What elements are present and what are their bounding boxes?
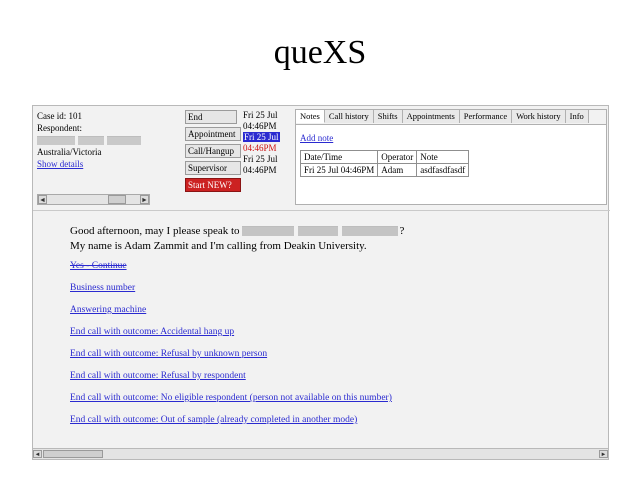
redaction-block — [298, 226, 338, 236]
tab-bar — [296, 110, 606, 125]
end-button[interactable]: End — [185, 110, 237, 124]
link-end-accidental-hangup[interactable]: End call with outcome: Accidental hang up — [70, 327, 235, 337]
table-row — [301, 164, 469, 177]
respondent-label: Respondent: — [37, 123, 82, 133]
cell-operator: Adam — [378, 164, 417, 177]
timestamp-column — [243, 110, 291, 176]
respondent-value-redacted — [37, 134, 150, 146]
timestamp-date: Fri 25 Jul — [243, 110, 278, 120]
timestamp-highlight-date: Fri 25 Jul — [244, 132, 279, 142]
scroll-left-arrow-icon[interactable]: ◄ — [34, 452, 41, 458]
tab-info[interactable]: Info — [566, 110, 589, 123]
script-line-1-post: ? — [399, 225, 405, 237]
link-end-refusal-respondent[interactable]: End call with outcome: Refusal by respondent — [70, 371, 246, 381]
page-title: queXS — [273, 34, 367, 71]
panel-horizontal-scrollbar[interactable] — [33, 448, 608, 459]
panel-top-row — [33, 106, 610, 211]
redaction-block — [78, 136, 104, 145]
add-note-link[interactable]: Add note — [300, 133, 334, 143]
supervisor-button[interactable]: Supervisor — [185, 161, 241, 175]
redaction-block — [342, 226, 398, 236]
link-answering-machine[interactable]: Answering machine — [70, 305, 147, 315]
scroll-right-arrow-icon[interactable]: ► — [600, 452, 607, 458]
scroll-thumb[interactable] — [43, 450, 103, 458]
link-business-number[interactable]: Business number — [70, 283, 136, 293]
timestamp-last-time: 04:46PM — [243, 165, 277, 175]
script-text — [70, 224, 590, 254]
script-line-2: My name is Adam Zammit and I'm calling from Deakin University. — [70, 240, 367, 252]
redaction-block — [37, 136, 75, 145]
appointment-button[interactable]: Appointment — [185, 127, 241, 141]
tab-content-notes — [296, 125, 606, 180]
link-end-refusal-unknown[interactable]: End call with outcome: Refusal by unknown person — [70, 349, 268, 359]
scroll-thumb[interactable] — [108, 195, 126, 204]
link-end-no-eligible-respondent[interactable]: End call with outcome: No eligible respondent (person not available on this number) — [70, 393, 392, 403]
interview-panel — [32, 105, 609, 460]
case-info-box — [37, 110, 150, 192]
timestamp-highlight-time: 04:46PM — [243, 143, 277, 153]
column-header-note: Note — [417, 151, 469, 164]
table-header-row — [301, 151, 469, 164]
tab-shifts[interactable]: Shifts — [374, 110, 403, 123]
case-id-label: Case id: 101 — [37, 111, 82, 121]
scroll-left-arrow-icon[interactable]: ◄ — [39, 196, 46, 204]
tab-work-history[interactable]: Work history — [512, 110, 565, 123]
script-line-1 — [70, 224, 590, 239]
tab-performance[interactable]: Performance — [460, 110, 512, 123]
tab-notes[interactable]: Notes — [296, 110, 325, 123]
call-hangup-button[interactable]: Call/Hangup — [185, 144, 241, 158]
timestamp-last-date: Fri 25 Jul — [243, 154, 278, 164]
timestamp-time: 04:46PM — [243, 121, 277, 131]
column-header-operator: Operator — [378, 151, 417, 164]
outcome-links — [70, 261, 590, 437]
cell-datetime: Fri 25 Jul 04:46PM — [301, 164, 378, 177]
tab-call-history[interactable]: Call history — [325, 110, 374, 123]
cell-note: asdfasdfasdf — [417, 164, 469, 177]
link-yes-continue[interactable]: Yes - Continue — [70, 261, 127, 271]
column-header-datetime: Date/Time — [301, 151, 378, 164]
notes-table — [300, 150, 469, 177]
start-new-button[interactable]: Start NEW? — [185, 178, 241, 192]
script-line-1-pre: Good afternoon, may I please speak to — [70, 225, 240, 237]
scroll-right-arrow-icon[interactable]: ► — [141, 196, 148, 204]
case-location: Australia/Victoria — [37, 147, 102, 157]
case-horizontal-scrollbar[interactable] — [37, 194, 150, 205]
tab-appointments[interactable]: Appointments — [403, 110, 460, 123]
redaction-block — [242, 226, 294, 236]
show-details-link[interactable]: Show details — [37, 159, 84, 169]
link-end-out-of-sample[interactable]: End call with outcome: Out of sample (already completed in another mode) — [70, 415, 358, 425]
action-buttons — [185, 110, 241, 195]
info-tab-panel — [295, 109, 607, 205]
panel-divider — [33, 210, 610, 211]
redaction-block — [107, 136, 141, 145]
